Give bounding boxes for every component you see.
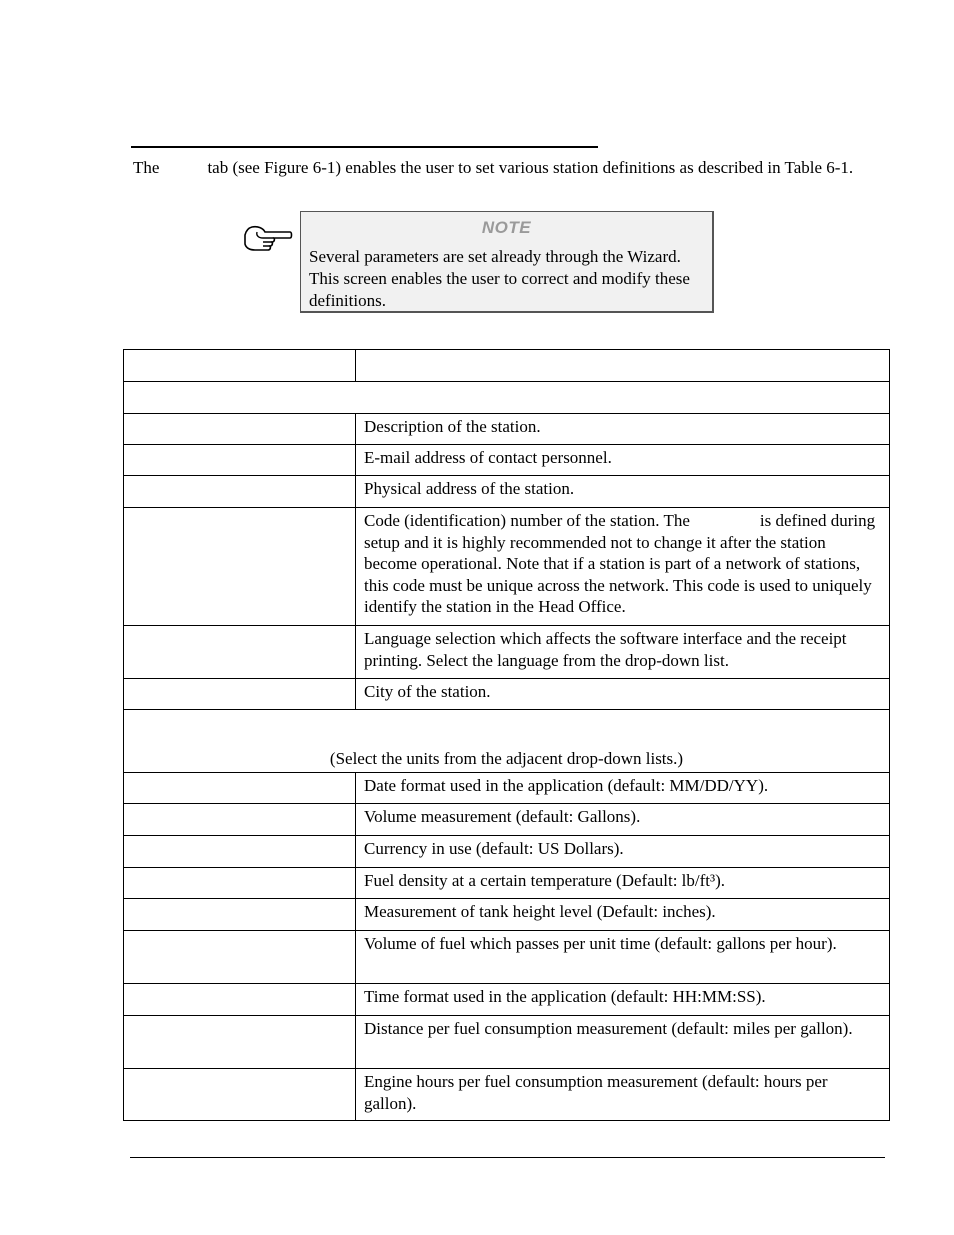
field-cell [124,773,356,804]
description-cell: Language selection which affects the software interface and the receipt printing. Select the language from the drop-down list. [356,626,890,679]
field-cell [124,414,356,445]
description-cell: Date format used in the application (default: MM/DD/YY). [356,773,890,804]
field-cell [124,836,356,868]
field-cell [124,1069,356,1121]
field-cell [124,804,356,836]
intro-text-rest: tab (see Figure 6-1) enables the user to set various station definitions as described in Table 6-1. [207,158,854,177]
footer-rule [130,1157,885,1158]
table-row [124,899,890,931]
table-row [124,984,890,1016]
pointing-hand-icon [243,222,293,254]
field-cell [124,626,356,679]
description-cell: Measurement of tank height level (Default: inches). [356,899,890,931]
field-cell [124,931,356,984]
description-cell: City of the station. [356,679,890,710]
header-cell-field [124,350,356,382]
description-cell: Physical address of the station. [356,476,890,508]
description-cell [356,508,890,626]
field-cell [124,899,356,931]
field-cell [124,984,356,1016]
description-cell: Engine hours per fuel consumption measurement (default: hours per gallon). [356,1069,890,1121]
table-row [124,836,890,868]
table-row [124,931,890,984]
section-row-general [124,382,890,414]
note-text: Several parameters are set already through the Wizard. This screen enables the user to correct and modify these definitions. [309,247,690,310]
description-cell: E-mail address of contact personnel. [356,445,890,476]
units-section-note: (Select the units from the adjacent drop-down lists.) [124,710,890,773]
note-title: NOTE [481,218,532,237]
table-row [124,868,890,899]
field-cell [124,679,356,710]
table-row [124,626,890,679]
note-box [300,211,714,313]
field-cell [124,1016,356,1069]
table-row [124,1016,890,1069]
table-row [124,476,890,508]
intro-paragraph [133,157,873,179]
table-row [124,804,890,836]
table-row [124,679,890,710]
description-cell: Fuel density at a certain temperature (Default: lb/ft³). [356,868,890,899]
description-cell: Description of the station. [356,414,890,445]
table-row [124,773,890,804]
field-cell [124,868,356,899]
table-row [124,1069,890,1121]
intro-text-start: The [133,158,160,177]
field-cell [124,445,356,476]
field-cell [124,508,356,626]
table-header-row [124,350,890,382]
header-cell-description [356,350,890,382]
description-cell: Distance per fuel consumption measurement (default: miles per gallon). [356,1016,890,1069]
code-text-start: Code (identification) number of the station. The [364,511,690,530]
table-row [124,414,890,445]
section-row-units [124,710,890,773]
code-text-rest: is defined during setup and it is highly recommended not to change it after the station become operational. Note that if a station is part of a network of stations, this code must be unique across the network. This code is used to uniquely identify the station in the Head Office. [364,511,876,616]
field-cell [124,476,356,508]
table-row [124,445,890,476]
description-cell: Currency in use (default: US Dollars). [356,836,890,868]
table-row [124,508,890,626]
description-cell: Volume of fuel which passes per unit time (default: gallons per hour). [356,931,890,984]
section-heading-rule [131,146,598,148]
station-definitions-table [123,349,890,1121]
section-cell [124,382,890,414]
description-cell: Volume measurement (default: Gallons). [356,804,890,836]
description-cell: Time format used in the application (default: HH:MM:SS). [356,984,890,1016]
